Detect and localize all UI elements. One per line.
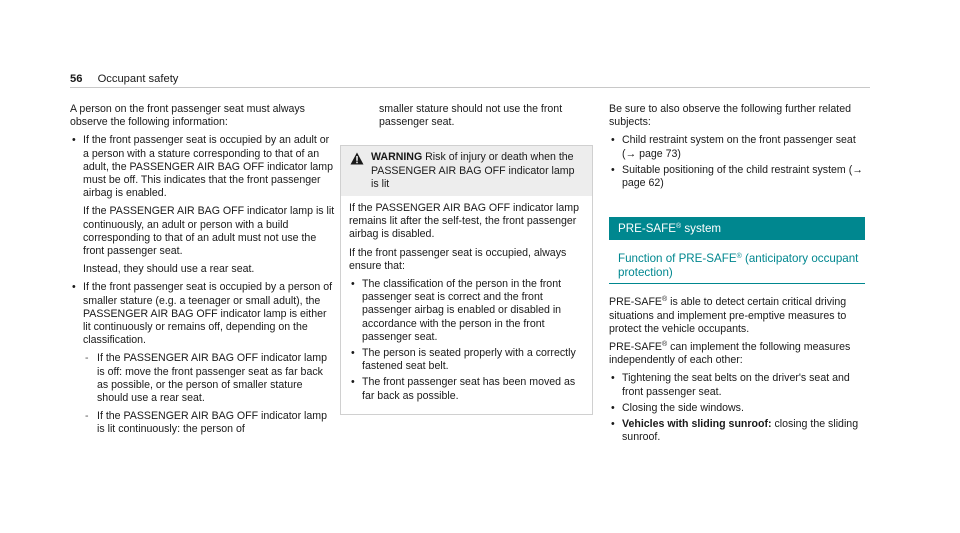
pre-safe-text: is able to detect certain critical driving situations and implement pre-emptive measures to protect the vehicle occupants.: [609, 296, 847, 335]
warning-head-text: Risk of injury or death when the PASSENGER AIR BAG OFF indicator lamp is lit: [371, 151, 575, 190]
page-reference-link[interactable]: (→ page 62): [622, 163, 863, 190]
related-intro: Be sure to also observe the following further related subjects:: [609, 103, 852, 129]
registered-mark: ®: [675, 223, 682, 231]
measure-item: [609, 418, 865, 444]
pre-safe-name: PRE-SAFE: [609, 296, 662, 309]
page-header: [70, 73, 178, 86]
registered-mark: ®: [661, 296, 668, 304]
page-number: 56: [70, 73, 83, 85]
subsection-heading: [609, 252, 865, 284]
list-item-adult: [70, 134, 336, 276]
column-middle: [340, 103, 593, 415]
adult-text: • If the front passenger seat is occupied by an adult or a person with a stature corresponding to that of an adult, the PASSENGER AIR BAG OFF indicator lamp must be off. This indicates that the front passenger airbag is enabled.: [83, 134, 334, 200]
pre-safe-name: PRE-SAFE: [609, 341, 662, 354]
related-item: [609, 164, 865, 190]
subsection-title-suffix: (anticipatory occupant protection): [618, 252, 859, 280]
pre-safe-paragraph: [609, 341, 865, 367]
measure-condition: Vehicles with sliding sunroof:: [622, 418, 772, 431]
warning-triangle-icon: [350, 152, 364, 165]
related-text: Child restraint system on the front passenger seat: [622, 134, 856, 147]
subsection-title: Function of PRE-SAFE: [618, 252, 737, 266]
measure-item: • Closing the side windows.: [609, 402, 865, 415]
warning-bullet: • The front passenger seat has been moved as far back as possible.: [349, 376, 584, 402]
adult-lamp-lit-text: If the PASSENGER AIR BAG OFF indicator lamp is lit continuously, an adult or person with a build corresponding to that of an adult must not use the front passenger seat.: [83, 205, 335, 258]
registered-mark: ®: [661, 341, 668, 349]
pre-safe-text: can implement the following measures independently of each other:: [609, 341, 851, 367]
warning-header: [341, 146, 592, 196]
column-right: [609, 103, 865, 447]
pre-safe-paragraph: [609, 296, 865, 336]
band-title: PRE-SAFE: [618, 222, 676, 236]
page-reference-link[interactable]: (→ page 73): [622, 147, 681, 160]
dash-item-lamp-lit: - If the PASSENGER AIR BAG OFF indicator lamp is lit continuously: the person of: [83, 410, 336, 436]
warning-bullet: • The classification of the person in the front passenger seat is correct and the front passenger airbag is enabled or disabled in accordance with the person in the front passenger seat.: [349, 278, 584, 344]
warning-box: [340, 145, 593, 414]
adult-rear-seat-text: Instead, they should use a rear seat.: [83, 263, 255, 276]
warning-bullet: • The person is seated properly with a correctly fastened seat belt.: [349, 347, 584, 373]
warning-title: WARNING: [371, 151, 423, 164]
section-title: Occupant safety: [97, 73, 179, 85]
column-left: [70, 103, 336, 442]
intro-paragraph: A person on the front passenger seat must always observe the following information:: [70, 103, 305, 129]
dash-item-lamp-off: - If the PASSENGER AIR BAG OFF indicator lamp is off: move the front passenger seat as far back as possible, or the person of smaller stature should use a rear seat.: [83, 352, 336, 405]
measure-item: • Tightening the seat belts on the driver's seat and front passenger seat.: [609, 372, 865, 398]
warning-paragraph: If the PASSENGER AIR BAG OFF indicator lamp remains lit after the self-test, the front passenger airbag is disabled.: [349, 202, 579, 241]
related-text: Suitable positioning of the child restraint system: [622, 163, 846, 176]
warning-body: [341, 196, 592, 414]
continued-text: smaller stature should not use the front passenger seat.: [379, 103, 563, 129]
measure-text: closing the sliding sunroof.: [622, 418, 859, 444]
smaller-stature-text: • If the front passenger seat is occupied by a person of smaller stature (e.g. a teenager or small adult), the PASSENGER AIR BAG OFF indicator lamp is either lit continuously or remains off, depending on the classification.: [83, 281, 333, 347]
section-band-heading: [609, 217, 865, 240]
warning-paragraph: If the front passenger seat is occupied, always ensure that:: [349, 246, 567, 272]
list-item-smaller-stature: [70, 281, 336, 436]
band-title-suffix: system: [681, 222, 722, 236]
related-item: [609, 134, 865, 160]
header-rule: [70, 87, 870, 88]
registered-mark: ®: [736, 253, 742, 261]
